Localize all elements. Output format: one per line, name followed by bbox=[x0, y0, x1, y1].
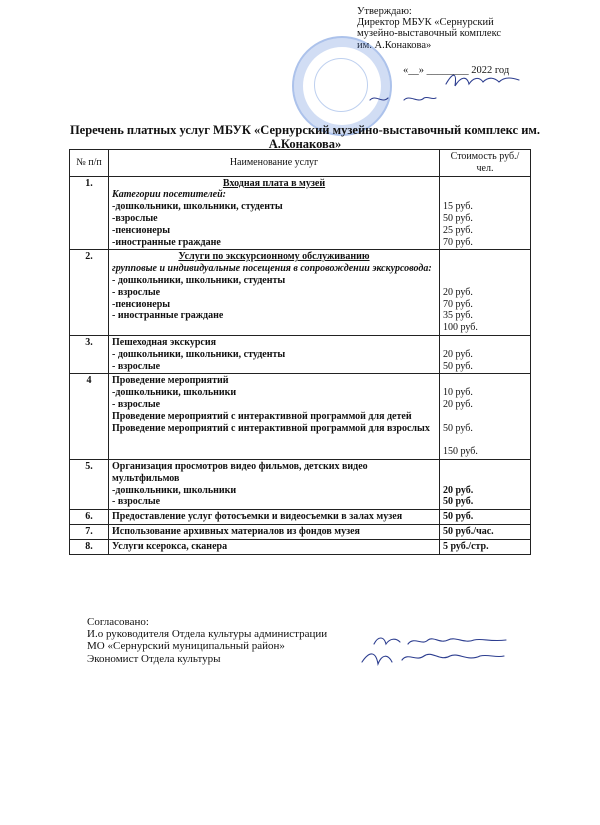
header-num: № п/п bbox=[70, 150, 109, 177]
table-row bbox=[70, 374, 531, 460]
agreement-block bbox=[87, 616, 327, 665]
price-value: 10 руб. bbox=[443, 387, 473, 399]
table-row bbox=[70, 510, 531, 525]
price-value: 70 руб. bbox=[443, 298, 473, 310]
table-row bbox=[70, 459, 531, 509]
price-value: 20 руб. bbox=[443, 348, 473, 360]
price-value: 15 руб. bbox=[443, 201, 473, 213]
row-name bbox=[109, 250, 440, 336]
approval-org-name: им. А.Конакова» bbox=[357, 39, 432, 51]
row-num: 2. bbox=[70, 250, 109, 336]
row-line: - взрослые bbox=[112, 496, 161, 508]
row-num: 3. bbox=[70, 335, 109, 373]
page-title: Перечень платных услуг МБУК «Сернурский музейно-выставочный комплекс им. А.Конакова» bbox=[69, 123, 541, 151]
row-heading: Входная плата в музей bbox=[222, 177, 326, 189]
price-value: 20 руб. bbox=[443, 398, 473, 410]
row-name bbox=[109, 176, 440, 250]
row-line: -взрослые bbox=[112, 212, 158, 224]
row-price bbox=[440, 374, 531, 460]
row-line: -дошкольники, школьники bbox=[112, 387, 237, 399]
row-name: Использование архивных материалов из фондов музея bbox=[109, 524, 440, 539]
approval-date-day: «__» bbox=[403, 64, 424, 76]
row-line: -пенсионеры bbox=[112, 298, 171, 310]
row-name bbox=[109, 374, 440, 460]
row-num: 5. bbox=[70, 459, 109, 509]
row-line: - взрослые bbox=[112, 360, 161, 372]
approval-org: музейно-выставочный комплекс bbox=[357, 28, 502, 40]
price-value: 50 руб. bbox=[443, 422, 473, 434]
row-price bbox=[440, 335, 531, 373]
price-value: 25 руб. bbox=[443, 224, 473, 236]
row-num: 7. bbox=[70, 524, 109, 539]
agreement-line: И.о руководителя Отдела культуры администрации bbox=[87, 628, 328, 641]
row-line: -дошкольники, школьники, студенты bbox=[112, 201, 283, 213]
economist-signature-icon bbox=[358, 648, 508, 670]
row-price bbox=[440, 176, 531, 250]
price-value: 150 руб. bbox=[443, 446, 478, 458]
agreement-line: МО «Сернурский муниципальный район» bbox=[87, 640, 285, 653]
row-line: -дошкольники, школьники bbox=[112, 484, 237, 496]
row-price bbox=[440, 459, 531, 509]
row-line: Проведение мероприятий с интерактивной программой для детей bbox=[112, 410, 412, 422]
table-row bbox=[70, 250, 531, 336]
approval-heading: Утверждаю: bbox=[357, 6, 412, 17]
price-value: 70 руб. bbox=[443, 236, 473, 248]
price-value: 20 руб. bbox=[443, 286, 473, 298]
table-row bbox=[70, 176, 531, 250]
row-line: Организация просмотров видео фильмов, детских видео мультфильмов bbox=[112, 460, 368, 484]
row-price bbox=[440, 250, 531, 336]
row-name: Предоставление услуг фотосъемки и видеосъемки в залах музея bbox=[109, 510, 440, 525]
row-name: Услуги ксерокса, сканера bbox=[109, 539, 440, 554]
row-name bbox=[109, 459, 440, 509]
header-price: Стоимость руб./чел. bbox=[440, 150, 531, 177]
row-price: 50 руб./час. bbox=[440, 524, 531, 539]
row-line: Пешеходная экскурсия bbox=[112, 336, 217, 348]
director-signature-icon bbox=[443, 70, 523, 92]
agreement-heading: Согласовано: bbox=[87, 616, 149, 628]
price-value: 50 руб. bbox=[443, 496, 474, 508]
row-line: - взрослые bbox=[112, 398, 161, 410]
seal-stamp-icon bbox=[292, 36, 392, 136]
table-row bbox=[70, 524, 531, 539]
row-price: 5 руб./стр. bbox=[440, 539, 531, 554]
row-line: -иностранные граждане bbox=[112, 236, 221, 248]
row-name bbox=[109, 335, 440, 373]
header-name: Наименование услуг bbox=[109, 150, 440, 177]
agreement-line: Экономист Отдела культуры bbox=[87, 652, 221, 665]
row-subheading: Категории посетителей: bbox=[112, 189, 226, 201]
row-line: - дошкольники, школьники, студенты bbox=[112, 274, 286, 286]
row-num: 6. bbox=[70, 510, 109, 525]
row-line: - иностранные граждане bbox=[112, 310, 224, 322]
row-line: - дошкольники, школьники, студенты bbox=[112, 348, 286, 360]
row-line: - взрослые bbox=[112, 286, 161, 298]
price-table bbox=[69, 149, 531, 555]
row-subheading: групповые и индивидуальные посещения в сопровождении экскурсовода: bbox=[112, 263, 432, 275]
table-row bbox=[70, 539, 531, 554]
date-handwriting-icon bbox=[368, 92, 438, 106]
row-num: 8. bbox=[70, 539, 109, 554]
price-value: 35 руб. bbox=[443, 310, 473, 322]
approval-date-month: ________ bbox=[426, 64, 469, 76]
row-num: 1. bbox=[70, 176, 109, 250]
row-line: Проведение мероприятий bbox=[112, 375, 229, 387]
row-price: 50 руб. bbox=[440, 510, 531, 525]
table-header-row bbox=[70, 150, 531, 177]
price-value: 100 руб. bbox=[443, 322, 478, 334]
approval-block bbox=[357, 6, 597, 76]
row-heading: Услуги по экскурсионному обслуживанию bbox=[178, 251, 370, 263]
price-value: 50 руб. bbox=[443, 212, 473, 224]
approval-date-year: 2022 год bbox=[471, 64, 510, 76]
approval-director: Директор МБУК «Сернурский bbox=[357, 17, 494, 29]
table-row bbox=[70, 335, 531, 373]
price-value: 50 руб. bbox=[443, 360, 473, 372]
row-line: -пенсионеры bbox=[112, 224, 171, 236]
row-line: Проведение мероприятий с интерактивной программой для взрослых bbox=[112, 422, 430, 434]
price-value: 20 руб. bbox=[443, 484, 474, 496]
row-num: 4 bbox=[70, 374, 109, 460]
